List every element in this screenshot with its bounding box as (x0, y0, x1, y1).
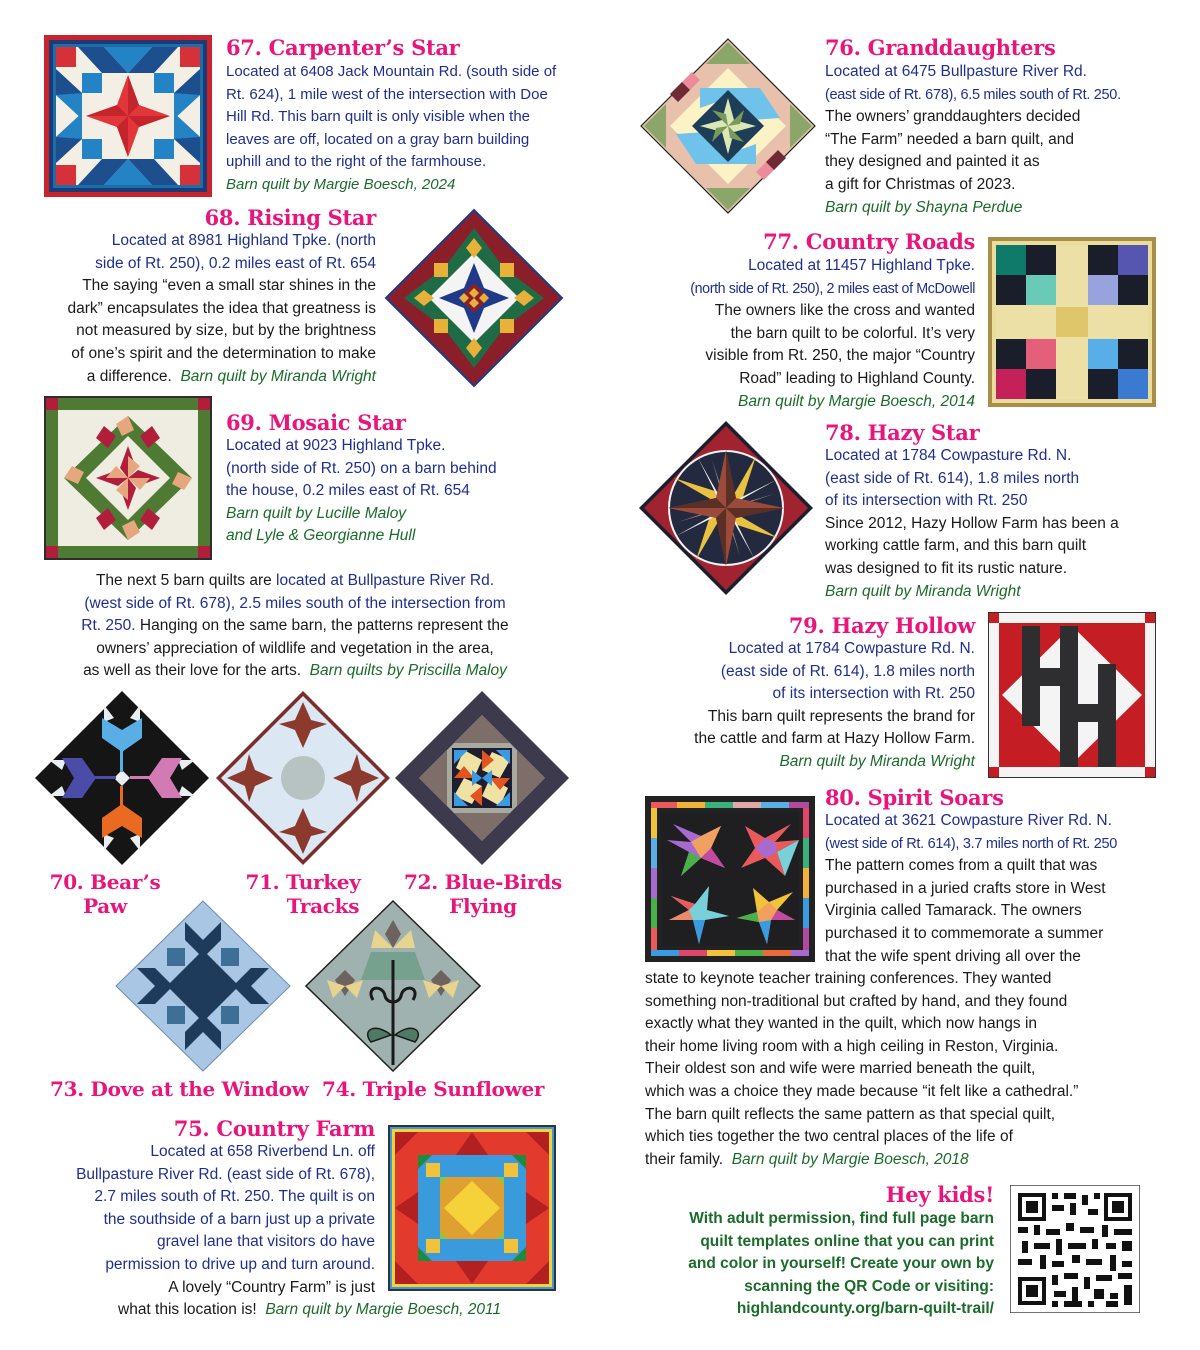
entry-credit-78: Barn quilt by Miranda Wright (825, 582, 1021, 600)
quilt-image-bears-paw (34, 690, 210, 866)
group-title-70: 70. Bear’s Paw (49, 870, 161, 918)
group-credit: Barn quilts by Priscilla Maloy (309, 662, 507, 680)
quilt-image-mosaic-star (44, 396, 212, 560)
entry-credit-line-75: what this location is! Barn quilt by Margie Boesch, 2011 (118, 1301, 502, 1318)
kids-text: With adult permission, find full page barn quilt templates online that you can print and color in yourself! Create your own by scanning the QR Code or visiting: highlandcounty.org/barn-quilt-trail/ (640, 1208, 994, 1321)
entry-body-77: Located at 11457 Highland Tpke. (north side of Rt. 250), 2 miles east of McDowell The owners like the cross and wanted the barn quilt to be colorful. It’s very visible from Rt. 250, the major “Country Road” leading to Highland County. Barn quilt by Margie Boesch, 2014 (630, 255, 975, 413)
entry-title-80: 80. Spirit Soars (825, 785, 1004, 810)
quilt-image-carpenters-star (44, 35, 212, 197)
group-title-74: 74. Triple Sunflower (322, 1077, 545, 1101)
quilt-image-spirit-soars (645, 796, 815, 962)
quilt-image-country-farm (388, 1125, 556, 1291)
quilt-image-country-roads (988, 237, 1156, 407)
entry-credit-80: Barn quilt by Margie Boesch, 2018 (731, 1150, 969, 1168)
group-intro: The next 5 barn quilts are located at Bullpasture River Rd. (west side of Rt. 678), 2.5 miles south of the intersection from Rt. 250. Hanging on the same barn, the patterns represent the owners’ appreciation of wildlife and vegetation in the area, as well as their love for the arts. Barn quilts by Priscilla Maloy (81, 572, 509, 680)
group-title-73: 73. Dove at the Window (50, 1077, 309, 1101)
entry-credit-75: Barn quilt by Margie Boesch, 2011 (265, 1301, 502, 1318)
quilt-image-turkey-tracks (215, 690, 391, 866)
entry-body-69: Located at 9023 Highland Tpke. (north side of Rt. 250) on a barn behind the house, 0.2 miles east of Rt. 654 Barn quilt by Lucille Maloy and Lyle & Georgianne Hull (226, 435, 566, 548)
entry-credit-76: Barn quilt by Shayna Perdue (825, 198, 1023, 216)
entry-body-80-bottom: state to keynote teacher training conferences. They wanted something non-traditional but crafted by hand, and they found exactly what they wanted in the quilt, which now hangs in their home living room with a high ceiling in Reston, Virginia. Their oldest son and wife were married beneath the quilt, which was a choice they made because “it felt like a cathedral.” The barn quilt reflects the same pattern as that special quilt, which ties together the two central places of the life of their family. Barn quilt by Margie Boesch, 2018 (645, 970, 1079, 1168)
entry-body-78: Located at 1784 Cowpasture Rd. N. (east side of Rt. 614), 1.8 miles north of its intersection with Rt. 250 Since 2012, Hazy Hollow Farm has been a working cattle farm, and this barn quilt was designed to fit its rustic nature. Barn quilt by Miranda Wright (825, 445, 1185, 603)
entry-title-75: 75. Country Farm (173, 1116, 375, 1141)
entry-credit-79: Barn quilt by Miranda Wright (779, 752, 975, 770)
entry-title-69: 69. Mosaic Star (226, 410, 406, 435)
entry-location-67: Located at 6408 Jack Mountain Rd. (south side of Rt. 624), 1 mile west of the intersection with Doe Hill Rd. This barn quilt is only visible when the leaves are off, located on a gray barn building uphill and to the right of the farmhouse. Barn quilt by Margie Boesch, 2024 (226, 61, 566, 197)
entry-body-79: Located at 1784 Cowpasture Rd. N. (east side of Rt. 614), 1.8 miles north of its intersection with Rt. 250 This barn quilt represents the brand for the cattle and farm at Hazy Hollow Farm. Barn quilt by Miranda Wright (630, 638, 975, 774)
entry-title-68: 68. Rising Star (204, 205, 376, 230)
entry-credit-69: Barn quilt by Lucille Maloy (226, 504, 407, 522)
quilt-image-dove-at-the-window (115, 900, 291, 1072)
entry-credit-67: Barn quilt by Margie Boesch, 2024 (226, 175, 456, 193)
quilt-image-granddaughters (640, 38, 816, 214)
entry-body-80-top: Located at 3621 Cowpasture River Rd. N. (west side of Rt. 614), 3.7 miles north of Rt. 250 The pattern comes from a quilt that was purchased in a juried crafts store in West Virginia called Tamarack. The owners purchased it to commemorate a summer that the wife spent driving all over the (825, 812, 1118, 965)
entry-credit-77: Barn quilt by Margie Boesch, 2014 (738, 392, 975, 410)
entry-title-77: 77. Country Roads (763, 229, 975, 254)
quilt-image-hazy-star (638, 420, 814, 596)
qr-code-icon[interactable] (1010, 1185, 1140, 1313)
entry-body-75: Located at 658 Riverbend Ln. off Bullpasture River Rd. (east side of Rt. 678), 2.7 miles south of Rt. 250. The quilt is on the southside of a barn just up a private gravel lane that visitors do have permission to drive up and turn around. A lovely “Country Farm” is just (76, 1143, 375, 1296)
entry-title-79: 79. Hazy Hollow (788, 613, 975, 638)
group-title-71: 71. Turkey Tracks (245, 870, 361, 918)
quilt-image-blue-birds-flying (394, 690, 570, 866)
entry-title-76: 76. Granddaughters (825, 35, 1056, 60)
entry-body-68: Located at 8981 Highland Tpke. (north side of Rt. 250), 0.2 miles east of Rt. 654 The saying “even a small star shines in the dark” encapsulates the idea that greatness is not measured by size, but by the brightness of one’s spirit and the determination to make a difference. Barn quilt by Miranda Wright (67, 232, 376, 385)
entry-title-67: 67. Carpenter’s Star (226, 35, 460, 60)
entry-credit-68: Barn quilt by Miranda Wright (180, 367, 376, 385)
kids-website-link[interactable]: highlandcounty.org/barn-quilt-trail/ (736, 1300, 994, 1318)
quilt-image-rising-star (384, 208, 564, 388)
group-title-72: 72. Blue-Birds Flying (404, 870, 562, 918)
quilt-image-triple-sunflower (305, 900, 481, 1072)
entry-body-76: Located at 6475 Bullpasture River Rd. (east side of Rt. 678), 6.5 miles south of Rt. 250. The owners’ granddaughters decided “The Farm” needed a barn quilt, and they designed and painted it as a gift for Christmas of 2023. Barn quilt by Shayna Perdue (825, 61, 1185, 219)
kids-title: Hey kids! (885, 1182, 994, 1207)
quilt-image-hazy-hollow (988, 612, 1156, 778)
entry-title-78: 78. Hazy Star (825, 420, 980, 445)
